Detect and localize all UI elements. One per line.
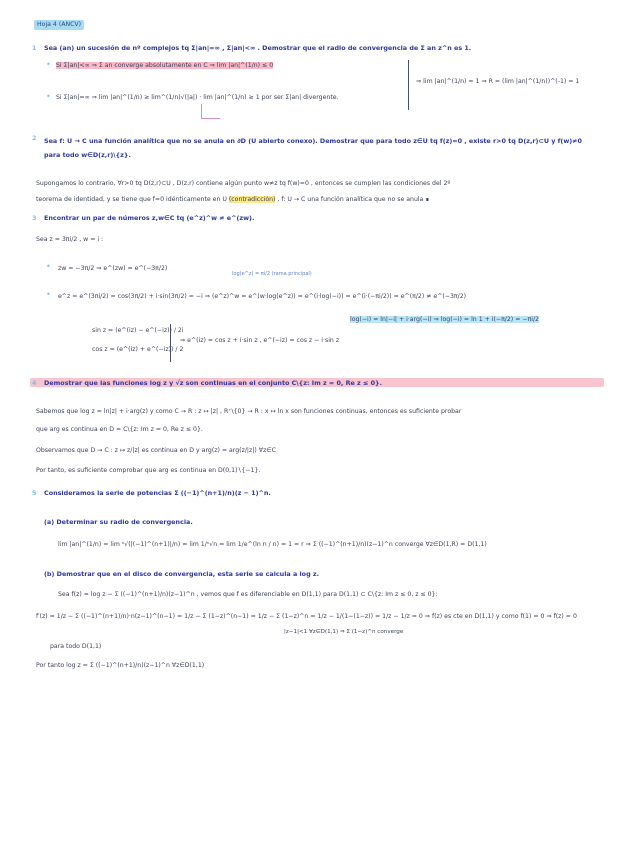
ex4-number: 4 <box>32 379 37 387</box>
ex1-case1: Si Σ|an|<∞ ⇒ Σ an converge absolutamente en C ⇒ lim |an|^(1/n) ≤ 0 <box>56 62 274 69</box>
ex5-part-b-line4: para todo D(1,1) <box>50 643 102 650</box>
ex5-part-b-label: (b) Demostrar que en el disco de convergencia, esta serie se calcula a log z. <box>44 570 320 578</box>
bullet-dot: • <box>46 290 51 299</box>
page-title: Hoja 4 (ANCV) <box>37 21 82 28</box>
ex2-proof-line2: teorema de identidad, y se tiene que f=0 idénticamente en U (contradicción) , f: U → C una función analítica que no se anula ∎ <box>36 196 430 203</box>
ex5-part-a: lim |an|^(1/n) = lim ⁿ√(|(−1)^(n+1)|/n) = lim 1/ⁿ√n = lim 1/e^(ln n / n) = 1 = r ⇒ Σ ((−1)^(n+1)/n)(z−1)^n converge ∀z∈D(1,R) = D(1,1) <box>58 541 487 548</box>
ex5-part-a-label: (a) Determinar su radio de convergencia. <box>44 518 193 526</box>
ex5-part-b-conclusion: Por tanto log z = Σ ((−1)^(n+1)/n)(z−1)^n ∀z∈D(1,1) <box>36 662 205 669</box>
ex5-statement: Consideramos la serie de potencias Σ ((−1)^(n+1)/n)(z − 1)^n. <box>44 489 271 497</box>
ex4-line1: Sabemos que log z = ln|z| + i·arg(z) y como C → R : z ↦ |z| , R⁺\{0} → R : x ↦ ln x son funciones continuas, entonces es suficiente probar <box>36 408 462 415</box>
ex5-part-b-line1: Sea f(z) = log z − Σ ((−1)^(n+1)/n)(z−1)^n , vemos que f es diferenciable en D(1,1) para D(1,1) ⊂ C\{z: Im z ≤ 0, z ≤ 0}: <box>58 591 438 598</box>
ex3-result: ⇒ e^(iz) = cos z + i·sin z , e^(−iz) = cos z − i·sin z <box>180 337 340 344</box>
ex3-annotation: log(e^z) = πi/2 (rama principal) <box>232 271 312 277</box>
ex2-proof-line1: Supongamos lo contrario, ∀r>0 tq D(z,r)⊂U , D(z,r) contiene algún punto w≠z tq f(w)=0 , entonces se cumplen las condiciones del 2º <box>36 180 451 187</box>
ex1-number: 1 <box>32 44 37 52</box>
ex3-take: Sea z = 3πi/2 , w = i : <box>36 236 104 243</box>
ex4-statement: Demostrar que las funciones log z y √z son continuas en el conjunto C\{z: Im z = 0, Re z ≤ 0}. <box>44 379 383 387</box>
ex4-line4: Por tanto, es suficiente comprobar que arg es continua en D(0,1)∖{−1}. <box>36 467 261 474</box>
ex3-cos: cos z = (e^(iz) + e^(−iz)) / 2 <box>92 346 184 353</box>
ex3-number: 3 <box>32 214 37 222</box>
ex3-sin: sin z = (e^(iz) − e^(−iz)) / 2i <box>92 327 184 334</box>
ex3-statement: Encontrar un par de números z,w∈C tq (e^z)^w ≠ e^(zw). <box>44 214 255 222</box>
ex5-part-b-note: |z−1|<1 ∀z∈D(1,1) ⇒ Σ (1−z)^n converge <box>284 629 404 635</box>
ex5-number: 5 <box>32 489 37 497</box>
ex4-line2: que arg es continua en D = C\{z: Im z = 0, Re z ≤ 0}. <box>36 426 203 433</box>
ex3-line2: e^z = e^(3πi/2) = cos(3π/2) + i·sin(3π/2) = −i ⇒ (e^z)^w = e^(w·log(e^z)) = e^(i·log(−i)) = e^(i·(−πi/2)) = e^(π/2) ≠ e^(−3π/2) <box>58 293 467 300</box>
ex3-log-note: log(−i) = ln|−i| + i·arg(−i) ⇒ log(−i) = ln 1 + i(−π/2) = −πi/2 <box>350 316 539 323</box>
brace <box>408 60 413 110</box>
ex2-number: 2 <box>32 134 37 142</box>
bullet-dot: • <box>46 92 51 101</box>
ex3-line1: zw = −3π/2 ⇒ e^(zw) = e^(−3π/2) <box>58 265 168 272</box>
ex4-line3: Observamos que D → C : z ↦ z/|z| es continua en D y arg(z) = arg(z/|z|) ∀z∈C <box>36 447 276 454</box>
bullet-dot: • <box>46 262 51 271</box>
ex1-conclusion: ⇒ lim |an|^(1/n) = 1 ⇒ R = (lim |an|^(1/n))^(-1) = 1 <box>416 78 580 85</box>
ex1-case2: Si Σ|an|=∞ ⇒ lim |an|^(1/n) ≥ lim^(1/n)√(|a|) · lim |an|^(1/n) ≥ 1 por ser Σ|an| divergente. <box>56 94 339 101</box>
ex1-statement: Sea (an) un sucesión de nº complejos tq Σ|an|=∞ , Σ|an|<∞ . Demostrar que el radio de convergencia de Σ an z^n es 1. <box>44 44 472 52</box>
ex2-statement: Sea f: U → C una función analítica que no se anula en ∂D (U abierto conexo). Demostrar que para todo z∈U tq f(z)=0 , existe r>0 tq D(z,r)⊂U y f(w)≠0 para todo w∈D(z,r)\{z}. <box>44 137 582 159</box>
contradiction-highlight: (contradicción) <box>228 196 276 203</box>
ex5-part-b-line2: f′(z) = 1/z − Σ ((−1)^(n+1)/n)·n(z−1)^(n−1) = 1/z − Σ (1−z)^(n−1) = 1/z − Σ (1−z)^n = 1/z − 1/(1−(1−z)) = 1/z − 1/z = 0 ⇒ f(z) es cte en D(1,1) y como f(1) = 0 ⇒ f(z) = 0 <box>36 613 577 620</box>
annotation-mark <box>201 104 220 119</box>
bullet-dot: • <box>46 60 51 69</box>
